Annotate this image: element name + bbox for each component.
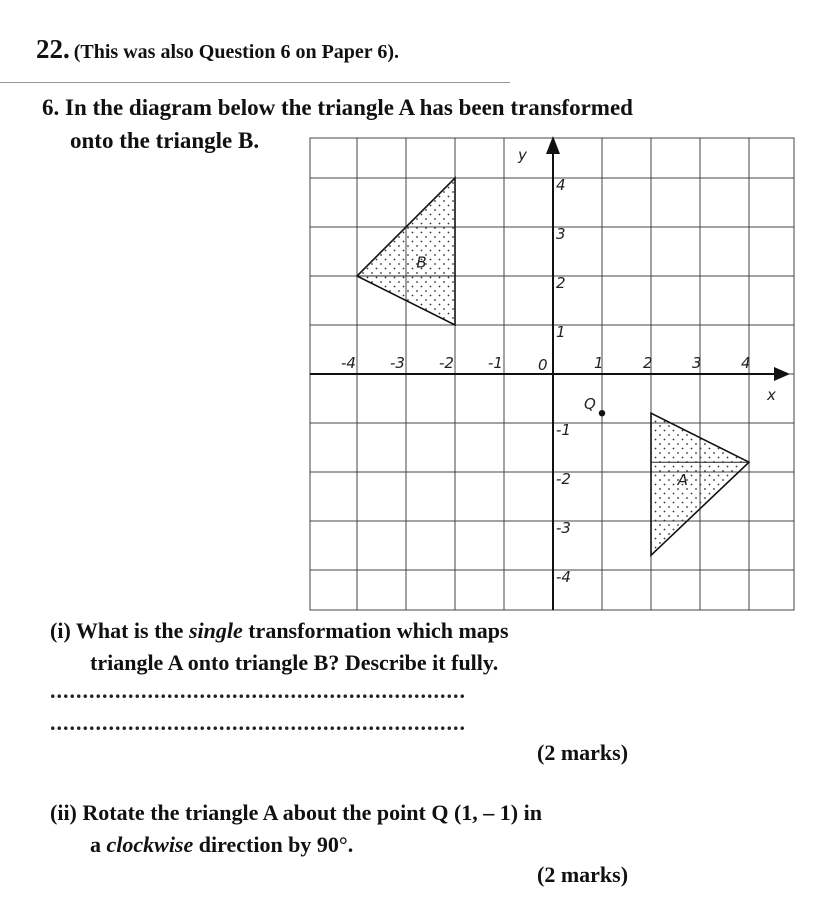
part-ii-text-1: Rotate the triangle A about the point Q (1, – 1) in [82,800,542,825]
x-tick-label: 2 [643,354,653,372]
answer-line-1[interactable]: ................................................................ [50,678,466,703]
y-tick-label: -1 [556,421,571,439]
x-tick-label: -3 [390,354,405,372]
question-number: 22. [36,34,70,64]
origin-label: 0 [538,356,548,374]
x-tick-label: 4 [741,354,751,372]
point-q [599,410,605,416]
question-note: (This was also Question 6 on Paper 6). [73,41,399,63]
x-tick-label: -4 [341,354,356,372]
part-i-label: (i) [50,618,71,643]
y-tick-label: -3 [556,519,571,537]
question-line-2: onto the triangle B. [70,128,260,153]
y-axis-arrow [546,136,560,154]
part-i-line-1 [50,618,509,644]
y-tick-label: -2 [556,470,571,488]
part-ii-line-2 [90,832,353,858]
answer-line-2[interactable]: ................................................................ [50,710,466,735]
x-tick-label: 1 [594,354,604,372]
y-tick-label: 4 [556,176,566,194]
x-axis-label: x [767,386,776,404]
part-i-line-2: triangle A onto triangle B? Describe it fully. [90,650,499,675]
y-axis-label: y [518,146,527,164]
part-ii-text-before: a [90,832,101,857]
sub-question-number: 6. [42,95,60,120]
y-tick-label: -4 [556,568,571,586]
part-ii-text-after: direction by 90°. [198,832,354,857]
part-i-text-after: transformation which maps [248,618,509,643]
triangle-a-label: A [677,470,688,489]
x-axis-arrow [774,367,790,381]
question-text-1: In the diagram below the triangle A has been transformed [65,95,633,120]
y-tick-label: 2 [556,274,566,292]
part-i-marks: (2 marks) [537,740,629,765]
y-tick-label: 3 [556,225,566,243]
part-ii-line-1 [50,800,542,826]
y-tick-label: 1 [556,323,566,341]
part-i-text-italic: single [188,618,243,643]
part-ii-text-italic: clockwise [106,832,194,857]
point-q-label: Q [584,395,596,414]
part-i-text-before: What is the [75,618,184,643]
x-tick-label: 3 [692,354,702,372]
y-tick-labels [556,176,571,586]
x-tick-label: -2 [439,354,454,372]
part-ii-label: (ii) [50,800,77,825]
triangle-b-label: B [416,253,427,272]
axes [310,136,790,610]
part-ii-marks: (2 marks) [537,862,629,887]
x-tick-label: -1 [488,354,503,372]
